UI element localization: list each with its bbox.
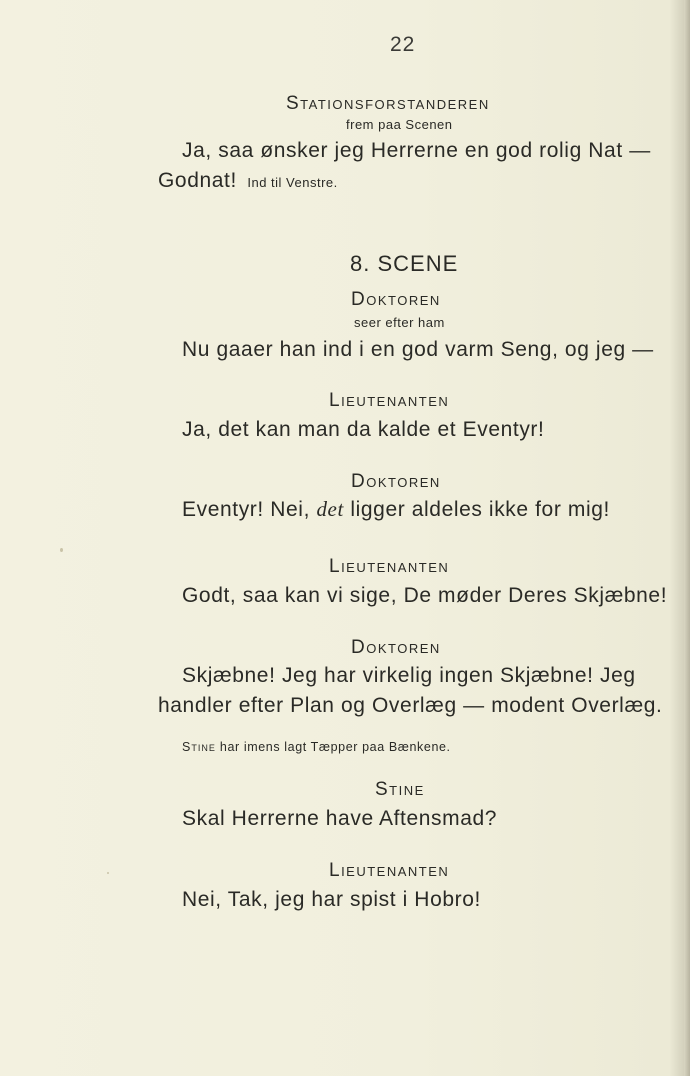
- stage-direction-inline: Ind til Venstre.: [247, 175, 338, 190]
- paper-speck: [60, 548, 63, 552]
- speaker-doktoren: Doktoren: [351, 637, 441, 658]
- speaker-lieutenanten: Lieutenanten: [329, 860, 450, 881]
- speaker-doktoren: Doktoren: [351, 471, 441, 492]
- speaker-stine: Stine: [375, 779, 425, 800]
- dialogue-text: Eventyr! Nei,: [182, 498, 317, 521]
- dialogue-line: Ja, saa ønsker jeg Herrerne en god rolig Nat —: [182, 139, 651, 162]
- dialogue-line: Ja, det kan man da kalde et Eventyr!: [182, 418, 545, 441]
- scene-title: 8. SCENE: [350, 251, 459, 276]
- dialogue-line: Nei, Tak, jeg har spist i Hobro!: [182, 888, 481, 911]
- speaker-name: Stationsforstanderen: [286, 93, 490, 114]
- stage-direction: frem paa Scenen: [346, 117, 453, 132]
- stage-note-name: Stine: [182, 740, 216, 754]
- page-edge-shadow: [684, 0, 690, 1076]
- dialogue-line: [158, 170, 338, 191]
- page-number: 22: [390, 33, 416, 56]
- stage-direction: seer efter ham: [354, 315, 445, 330]
- dialogue-line: Skal Herrerne have Aftensmad?: [182, 807, 498, 830]
- dialogue-line: handler efter Plan og Overlæg — modent Overlæg.: [158, 694, 663, 717]
- emphasis-text: det: [316, 497, 344, 521]
- speaker-stationsforstanderen: [286, 94, 490, 113]
- dialogue-text: ligger aldeles ikke for mig!: [343, 498, 610, 521]
- stage-note: [182, 741, 451, 754]
- dialogue-line: Skjæbne! Jeg har virkelig ingen Skjæbne! Jeg: [182, 664, 636, 687]
- dialogue-line: [182, 499, 610, 520]
- dialogue-text: Godnat!: [158, 169, 237, 192]
- speaker-lieutenanten: Lieutenanten: [329, 556, 450, 577]
- dialogue-line: Nu gaaer han ind i en god varm Seng, og jeg —: [182, 338, 654, 361]
- speaker-doktoren: Doktoren: [351, 289, 441, 310]
- speaker-lieutenanten: Lieutenanten: [329, 390, 450, 411]
- stage-note-text: har imens lagt Tæpper paa Bænkene.: [219, 740, 451, 754]
- dialogue-line: Godt, saa kan vi sige, De møder Deres Skjæbne!: [182, 584, 668, 607]
- paper-speck: [107, 872, 109, 874]
